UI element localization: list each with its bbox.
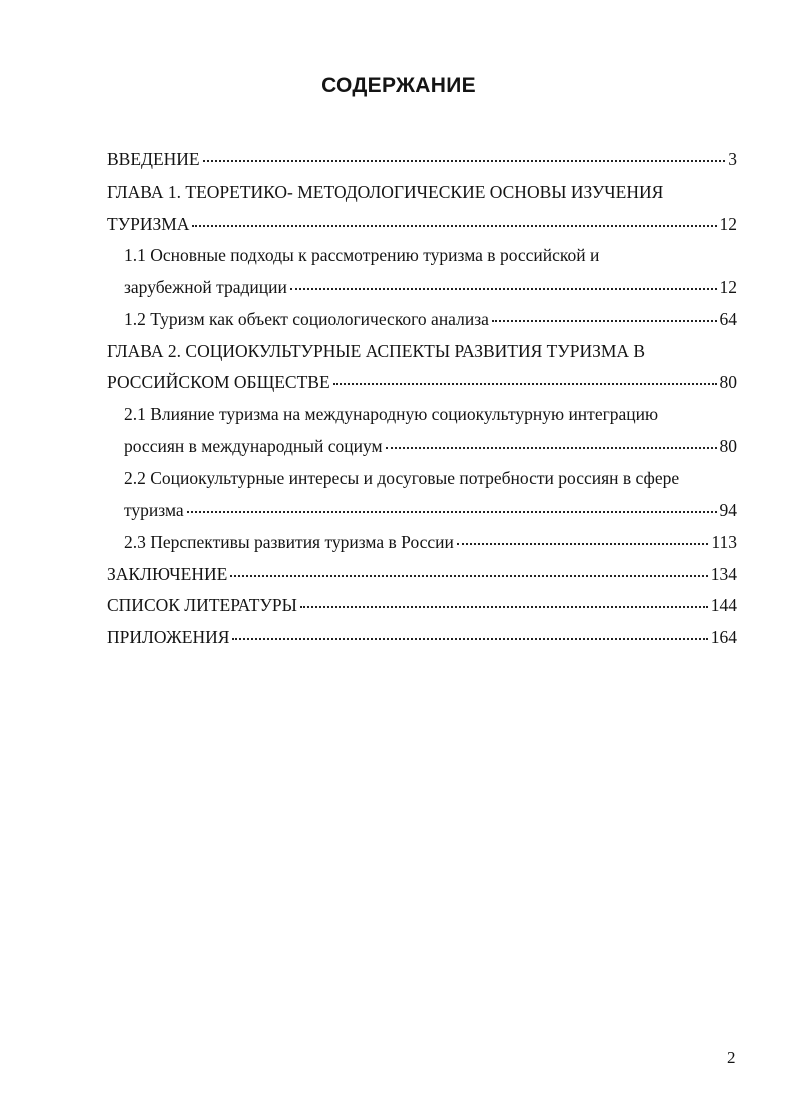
- toc-entry-chapter2-line1[interactable]: [107, 338, 737, 364]
- toc-entry-text: РОССИЙСКОМ ОБЩЕСТВЕ: [107, 372, 330, 392]
- toc-entry-appendices[interactable]: [107, 624, 737, 650]
- toc-entry-section-2-3[interactable]: [124, 529, 737, 555]
- toc-entry-text: зарубежной традиции: [124, 277, 287, 297]
- toc-page-number: 113: [711, 532, 737, 552]
- toc-entry-text: 1.2 Туризм как объект социологического анализа: [124, 309, 489, 329]
- toc-entry-text: ВВЕДЕНИЕ: [107, 149, 200, 169]
- page-number: 2: [727, 1048, 736, 1067]
- toc-page-number: 64: [719, 309, 737, 329]
- toc-page-number: 12: [719, 277, 737, 297]
- toc-entry-section-2-1-line1[interactable]: [124, 401, 737, 427]
- toc-entry-section-1-1-line1[interactable]: [124, 242, 737, 268]
- toc-page-number: 80: [719, 436, 737, 456]
- toc-entry-introduction[interactable]: [107, 146, 737, 172]
- toc-entry-text: ЗАКЛЮЧЕНИЕ: [107, 564, 228, 584]
- toc-page-number: 80: [719, 372, 737, 392]
- toc-entry-text: россиян в международный социум: [124, 436, 383, 456]
- toc-entry-chapter1[interactable]: [107, 211, 737, 237]
- toc-entry-section-2-2-line1[interactable]: [124, 465, 737, 491]
- toc-entry-references[interactable]: [107, 592, 737, 618]
- toc-entry-text: ПРИЛОЖЕНИЯ: [107, 627, 230, 647]
- toc-entry-chapter2[interactable]: [107, 369, 737, 395]
- toc-entry-text: ТУРИЗМА: [107, 214, 190, 234]
- dot-leader: [386, 447, 717, 449]
- toc-entry-section-1-2[interactable]: [124, 306, 737, 332]
- dot-leader: [290, 288, 717, 290]
- toc-entry-section-2-2[interactable]: [124, 497, 737, 523]
- toc-page-number: 12: [719, 214, 737, 234]
- toc-entry-section-1-1[interactable]: [124, 274, 737, 300]
- toc-entry-chapter1-line1[interactable]: [107, 179, 737, 205]
- dot-leader: [333, 383, 717, 385]
- toc-entry-text: СПИСОК ЛИТЕРАТУРЫ: [107, 595, 297, 615]
- dot-leader: [232, 638, 707, 640]
- dot-leader: [230, 575, 707, 577]
- toc-page-number: 164: [710, 627, 737, 647]
- toc-page-number: 134: [710, 564, 737, 584]
- toc-page-number: 144: [710, 595, 737, 615]
- toc-entry-section-2-1[interactable]: [124, 433, 737, 459]
- toc-entry-text: 2.1 Влияние туризма на международную социокультурную интеграцию: [124, 404, 659, 424]
- toc-entry-text: 2.3 Перспективы развития туризма в России: [124, 532, 454, 552]
- toc-entry-text: ГЛАВА 2. СОЦИОКУЛЬТУРНЫЕ АСПЕКТЫ РАЗВИТИЯ ТУРИЗМА В: [107, 341, 646, 361]
- toc-page-number: 3: [728, 149, 737, 169]
- toc-entry-text: 1.1 Основные подходы к рассмотрению туризма в российской и: [124, 245, 600, 265]
- dot-leader: [492, 320, 717, 322]
- toc-page-number: 94: [719, 500, 737, 520]
- dot-leader: [203, 160, 726, 162]
- toc-entry-text: ГЛАВА 1. ТЕОРЕТИКО- МЕТОДОЛОГИЧЕСКИЕ ОСНОВЫ ИЗУЧЕНИЯ: [107, 182, 664, 202]
- toc-entry-text: туризма: [124, 500, 184, 520]
- dot-leader: [187, 511, 717, 513]
- dot-leader: [192, 225, 716, 227]
- toc-entry-text: 2.2 Социокультурные интересы и досуговые потребности россиян в сфере: [124, 468, 680, 488]
- toc-entry-conclusion[interactable]: [107, 561, 737, 587]
- dot-leader: [300, 606, 708, 608]
- page-title: СОДЕРЖАНИЕ: [321, 74, 476, 97]
- dot-leader: [457, 543, 708, 545]
